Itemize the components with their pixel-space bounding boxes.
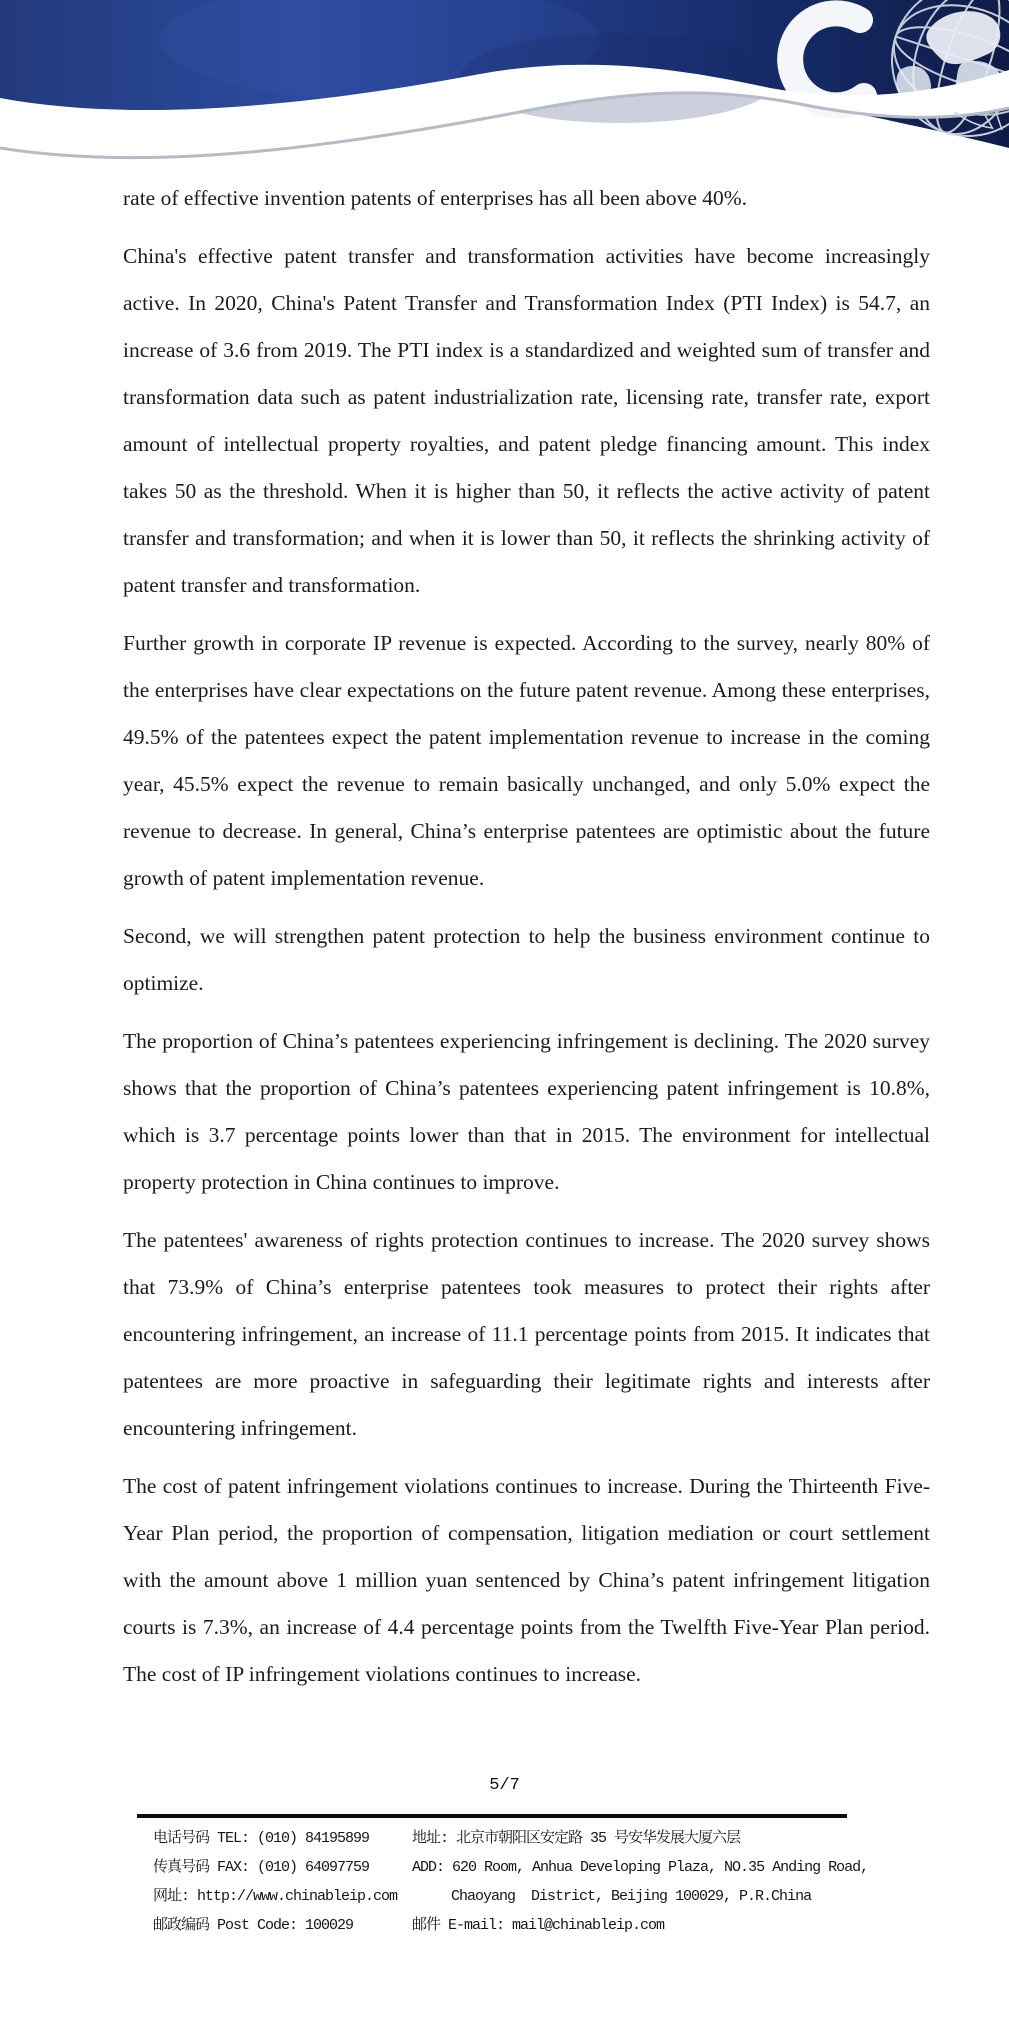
paragraph: The proportion of China’s patentees experiencing infringement is declining. The 2020 survey shows that the proportion of China’s patentees experiencing patent infringement is 10.8%, which is 3.7 percentage points lower than that in 2015. The environment for intellectual property protection in China continues to improve.: [123, 1029, 930, 1194]
footer-right-column: [412, 1824, 868, 1940]
footer-address-en-line2: Chaoyang District, Beijing 100029, P.R.China: [451, 1888, 812, 1905]
footer-address-cn: 地址: 北京市朝阳区安定路 35 号安华发展大厦六层: [412, 1830, 741, 1847]
footer-email: 邮件 E-mail: mail@chinableip.com: [412, 1917, 665, 1934]
header-banner: [0, 0, 1009, 166]
paragraph: China's effective patent transfer and transformation activities have become increasingly active. In 2020, China's Patent Transfer and Transformation Index (PTI Index) is 54.7, an increase of 3.6 from 2019. The PTI index is a standardized and weighted sum of transfer and transformation data such as patent industrialization rate, licensing rate, transfer rate, export amount of intellectual property royalties, and patent pledge financing amount. This index takes 50 as the threshold. When it is higher than 50, it reflects the active activity of patent transfer and transformation; and when it is lower than 50, it reflects the shrinking activity of patent transfer and transformation.: [123, 244, 930, 597]
paragraph: The cost of patent infringement violations continues to increase. During the Thirteenth Five-Year Plan period, the proportion of compensation, litigation mediation or court settlement with the amount above 1 million yuan sentenced by China’s patent infringement litigation courts is 7.3%, an increase of 4.4 percentage points from the Twelfth Five-Year Plan period. The cost of IP infringement violations continues to increase.: [123, 1474, 930, 1686]
footer-left-column: [153, 1824, 397, 1940]
footer-divider: [137, 1814, 847, 1818]
footer-tel: 电话号码 TEL: (010) 84195899: [153, 1830, 370, 1847]
document-body: [123, 175, 930, 1709]
page-number: 5/7: [489, 1776, 520, 1795]
paragraph: The patentees' awareness of rights protection continues to increase. The 2020 survey shows that 73.9% of China’s enterprise patentees took measures to protect their rights after encountering infringement, an increase of 11.1 percentage points from 2015. It indicates that patentees are more proactive in safeguarding their legitimate rights and interests after encountering infringement.: [123, 1228, 930, 1440]
footer-website: 网址: http://www.chinableip.com: [153, 1888, 398, 1905]
header-banner-graphic: [0, 0, 1009, 166]
footer-address-en-line1: ADD: 620 Room, Anhua Developing Plaza, NO.35 Anding Road,: [412, 1859, 869, 1876]
paragraph: rate of effective invention patents of enterprises has all been above 40%.: [123, 186, 748, 210]
paragraph: Further growth in corporate IP revenue is expected. According to the survey, nearly 80% of the enterprises have clear expectations on the future patent revenue. Among these enterprises, 49.5% of the patentees expect the patent implementation revenue to increase in the coming year, 45.5% expect the revenue to remain basically unchanged, and only 5.0% expect the revenue to decrease. In general, China’s enterprise patentees are optimistic about the future growth of patent implementation revenue.: [123, 631, 930, 890]
footer-postcode: 邮政编码 Post Code: 100029: [153, 1917, 354, 1934]
paragraph: Second, we will strengthen patent protection to help the business environment continue to optimize.: [123, 924, 930, 995]
footer-fax: 传真号码 FAX: (010) 64097759: [153, 1859, 370, 1876]
